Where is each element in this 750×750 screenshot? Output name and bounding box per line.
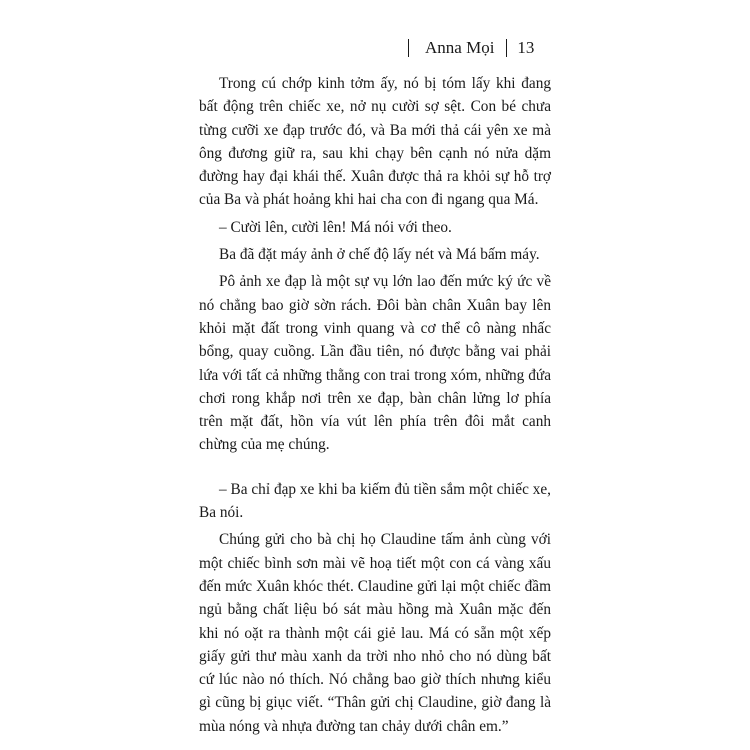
section-gap [199, 457, 551, 478]
paragraph-4: Chúng gửi cho bà chị họ Claudine tấm ảnh cùng với một chiếc bình sơn mài vẽ hoạ tiết một con cá vàng xấu đến mức Xuân khóc thét. Claudine gửi lại một chiếc đầm ngủ bằng chất liệu bó sát màu hồng mà Xuân mặc đến khi nó oặt ra thành một cái giẻ lau. Má có sẵn một xếp giấy gửi thư màu xanh da trời nho nhỏ cho nó dùng bất cứ lúc nào nó thích. Nó chẳng bao giờ thích nhưng kiểu gì cũng bị giục viết. “Thân gửi chị Claudine, giờ đang là mùa nóng và nhựa đường tan chảy dưới chân em.” [199, 531, 551, 735]
running-header [408, 36, 534, 60]
page-number: 13 [517, 38, 535, 57]
page-body [199, 72, 551, 738]
book-title: Anna Mọi [425, 38, 495, 57]
dialogue-line-2: – Ba chỉ đạp xe khi ba kiếm đủ tiền sắm một chiếc xe, Ba nói. [199, 480, 551, 522]
paragraph-2: Ba đã đặt máy ảnh ở chế độ lấy nét và Má bấm máy. [219, 246, 540, 264]
paragraph-3: Pô ảnh xe đạp là một sự vụ lớn lao đến mức ký ức về nó chẳng bao giờ sờn rách. Đôi bàn chân Xuân bay lên khỏi mặt đất trong vinh quang và cơ thể cô nàng nhấc bổng, quay cuồng. Lần đầu tiên, nó được bằng vai phải lứa với tất cả những thằng con trai trong xóm, những đứa chơi rong khắp nơi trên xe đạp, bàn chân lửng lơ phía trên mặt đất, hồn vía vút lên phía trên đôi mắt canh chừng của mẹ chúng. [199, 273, 551, 454]
paragraph-1: Trong cú chớp kinh tởm ấy, nó bị tóm lấy khi đang bất động trên chiếc xe, nở nụ cười sợ sệt. Con bé chưa từng cưỡi xe đạp trước đó, và Ba mới thả cái yên xe mà ông đương giữ ra, sau khi chạy bên cạnh nó nửa dặm đường hay đại khái thế. Xuân được thả ra khỏi sự hỗ trợ của Ba và phát hoảng khi hai cha con đi ngang qua Má. [199, 75, 551, 209]
dialogue-line-1: – Cười lên, cười lên! Má nói với theo. [219, 218, 452, 236]
header-separator-left [408, 39, 409, 57]
header-separator-right [506, 39, 507, 57]
